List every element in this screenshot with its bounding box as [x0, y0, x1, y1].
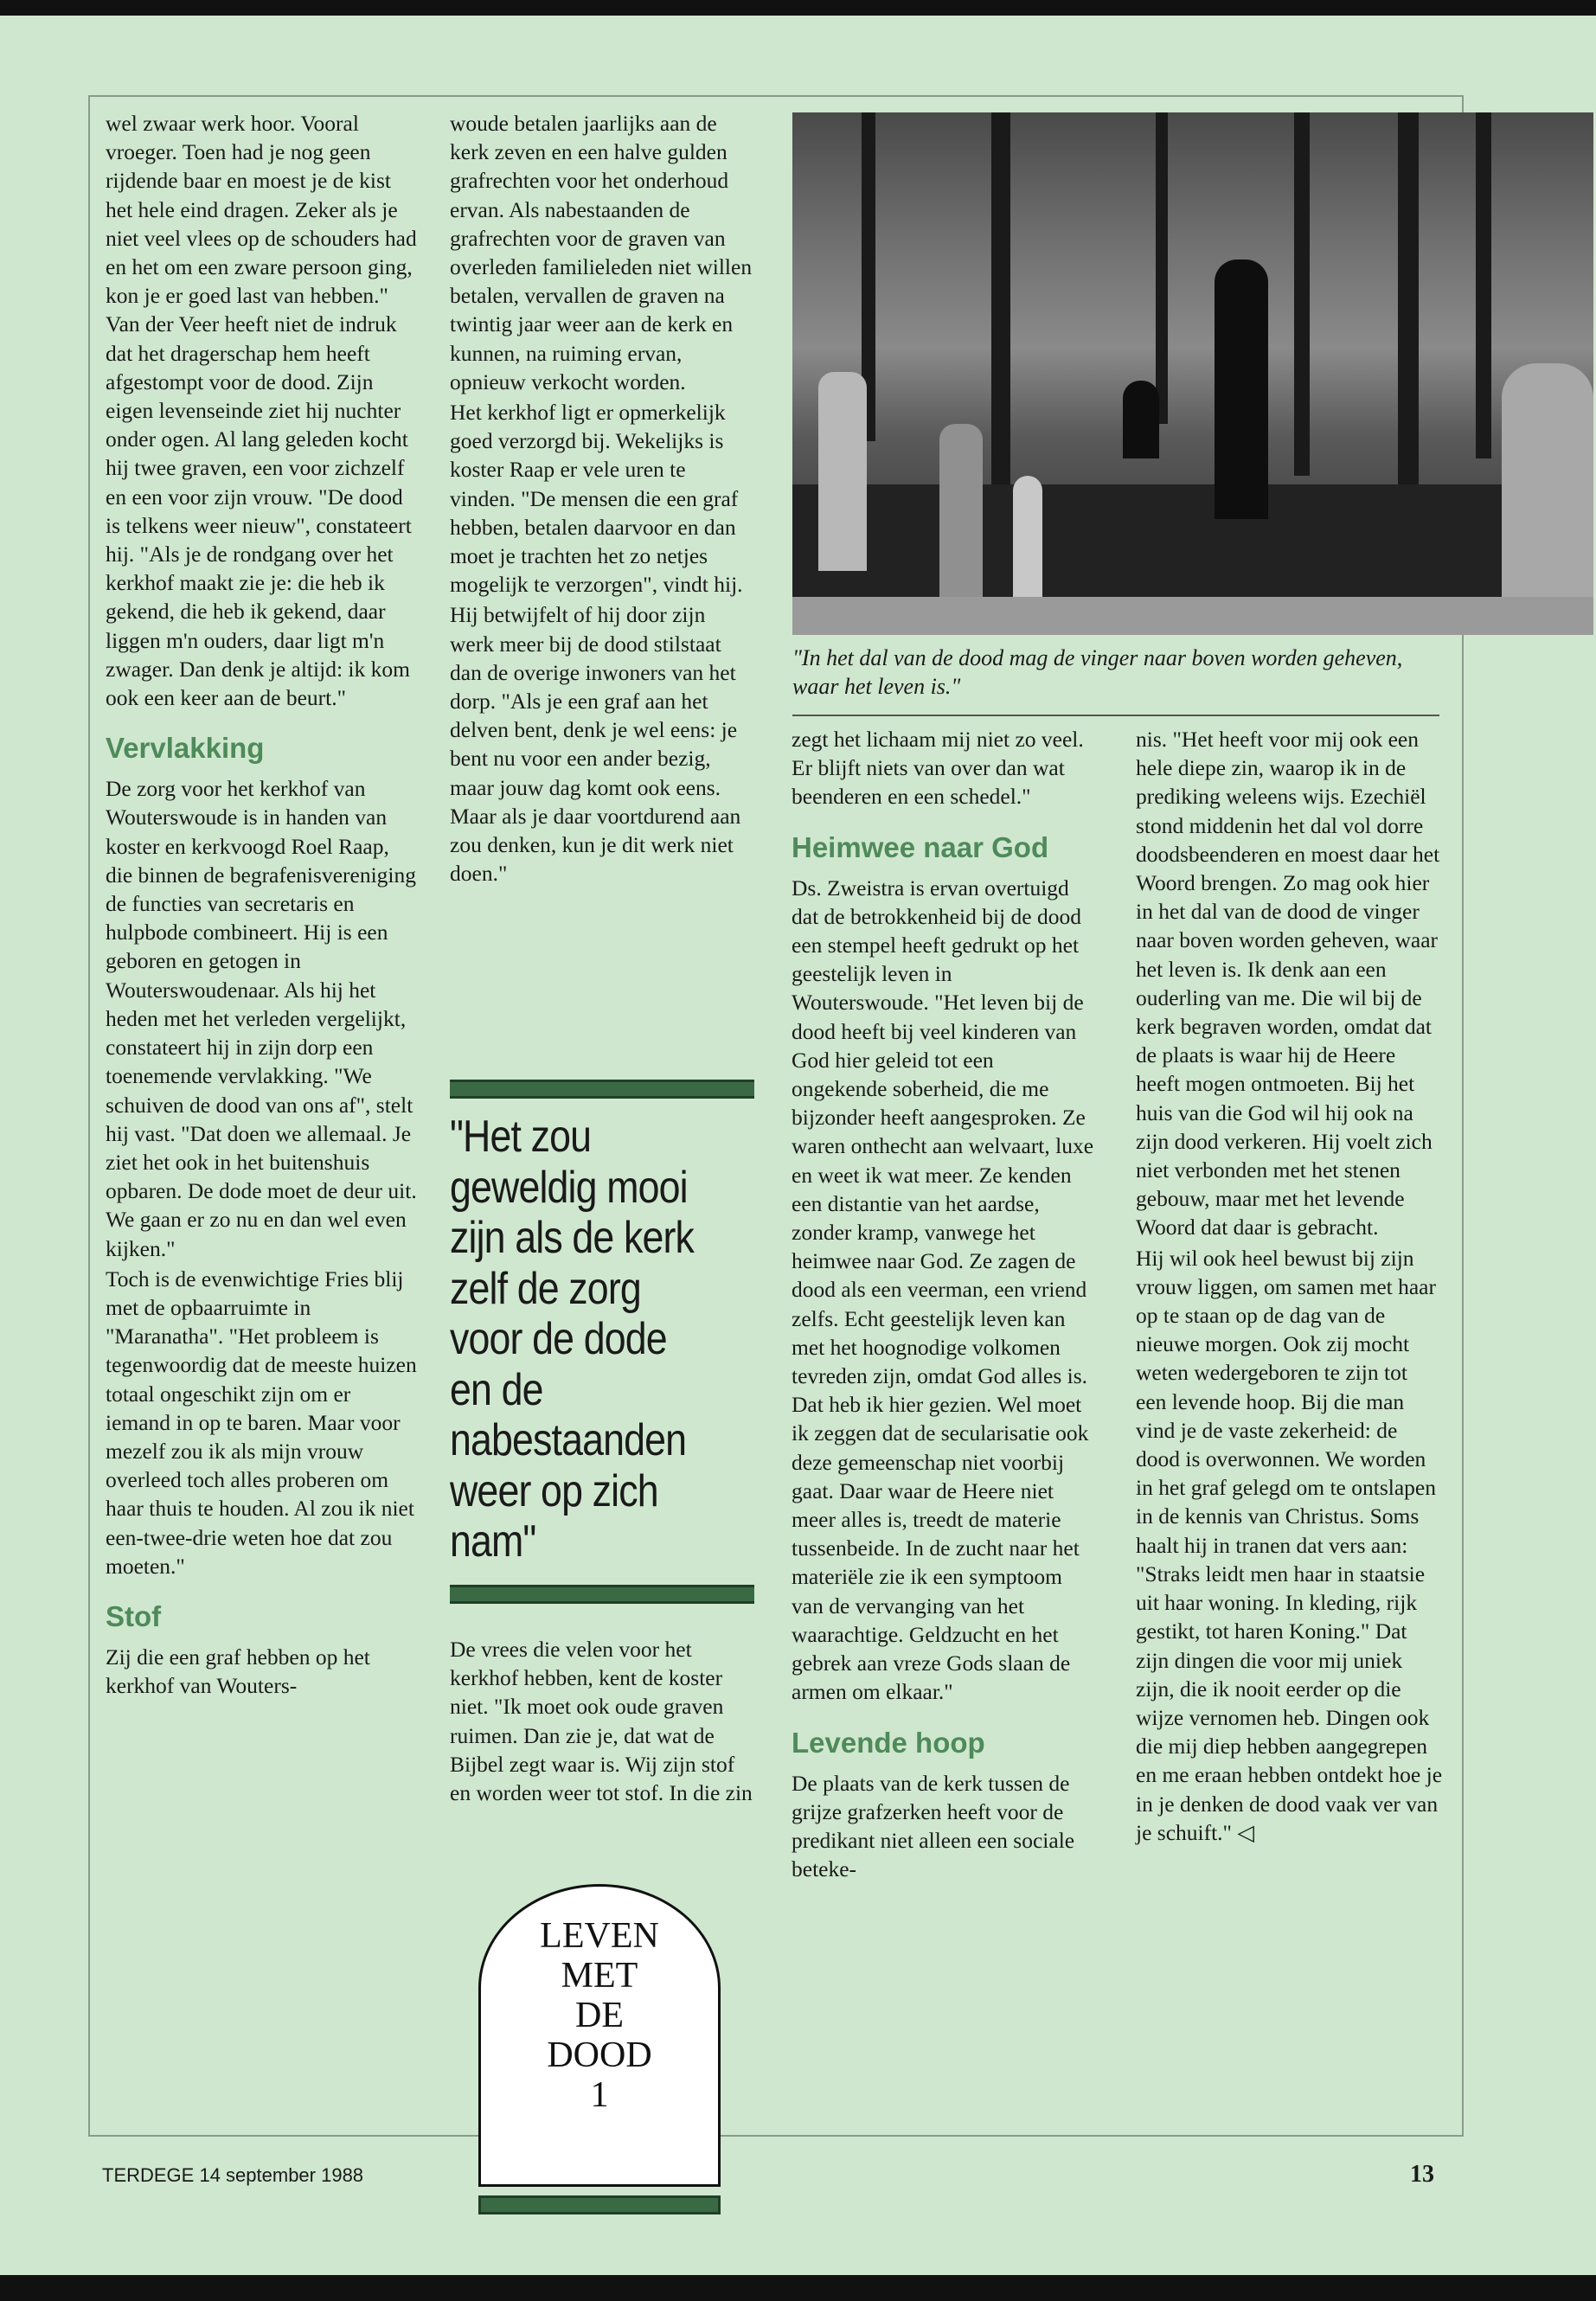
paragraph: Hij betwijfelt of hij door zijn werk meer bij de dood stilstaat dan de overige inwoners van het dorp. "Als je een graf aan het delven bent, denk je wel eens: je bent nu voor een ander bezig, maar jouw dag komt ook eens. Maar als je daar voortdurend aan zou denken, kun je dit werk niet doen.": [450, 602, 741, 887]
article-column-3: [792, 725, 1094, 1885]
paragraph: nis. "Het heeft voor mij ook een hele diepe zin, waarop ik in de prediking weleens wijs. Ezechiël stond middenin het dal vol dorre doodsbeenderen en moest daar het Woord brengen. Zo mag ook hier in het dal van de dood de vinger naar boven worden geheven, waar het leven is. Ik denk aan een ouderling van me. Die wil bij de kerk begraven worden, omdat dat de plaats is waar hij de Heere heeft mogen ontmoeten. Bij het huis van die God wil hij ook na zijn dood verkeren. Hij voelt zich niet verbonden met het stenen gebouw, maar met het levende Woord dat daar is gebracht.: [1136, 727, 1440, 1240]
paragraph: De vrees die velen voor het kerkhof hebben, kent de koster niet. "Ik moet ook oude graven ruimen. Dan zie je, dat wat de Bijbel zegt waar is. Wij zijn stof en worden weer tot stof. In die zin: [450, 1637, 753, 1806]
pull-quote: "Het zou geweldig mooi zijn als de kerk zelf de zorg voor de dode en de nabestaanden weer op zich nam": [450, 1112, 695, 1567]
tree-trunk: [1476, 112, 1491, 458]
gravestone: [818, 372, 867, 571]
man-figure: [1215, 260, 1268, 519]
badge-number: 1: [590, 2075, 609, 2115]
bottom-edge-bar: [0, 2275, 1596, 2301]
paragraph: zegt het lichaam mij niet zo veel. Er blijft niets van over dan wat beenderen en een schedel.": [792, 727, 1084, 810]
badge-line: DOOD: [547, 2035, 652, 2075]
paragraph: wel zwaar werk hoor. Vooral vroeger. Toen had je nog geen rijdende baar en moest je de kist het hele eind dragen. Zeker als je niet veel vlees op de schouders had en het om een zware persoon ging, kon je er goed last van hebben." Van der Veer heeft niet de indruk dat het dragerschap hem heeft afgestompt voor de dood. Zijn eigen levenseinde ziet hij nuchter onder ogen. Al lang geleden kocht hij twee graven, een voor zichzelf en een voor zijn vrouw. "De dood is telkens weer nieuw", constateert hij. "Als je de rondgang over het kerkhof maakt zie je: die heb ik gekend, die heb ik gekend, daar liggen m'n ouders, daar ligt m'n zwager. Dan denk je altijd: ik kom ook een keer aan de beurt.": [106, 111, 417, 711]
pull-quote-bottom-rule: [450, 1585, 754, 1604]
paragraph: Hij wil ook heel bewust bij zijn vrouw liggen, om samen met haar op te staan op de dag van de nieuwe morgen. Ook zij mocht weten wedergeboren te zijn tot een levende hoop. Bij die man vind je de vaste zekerheid: de dood is overwonnen. We worden in het graf gelegd om te ontslapen in de kennis van Christus. Soms haalt hij in tranen dat vers aan: "Straks leidt men haar in staatsie uit haar woning. In kleding, rijk gestikt, tot haren Koning." Dat zijn dingen die voor mij uniek zijn, die ik nooit eerder op die wijze vernomen heb. Dingen ook die mij diep hebben aangegrepen en me eraan hebben ontdekt hoe je in je denken de dood vaak ver van je schuift." ◁: [1136, 1245, 1443, 1845]
series-tombstone-badge: [478, 1884, 721, 2187]
pull-quote-top-rule: [450, 1080, 754, 1099]
paragraph: De zorg voor het kerkhof van Wouterswoude is in handen van koster en kerkvoogd Roel Raap, die binnen de begrafenisvereniging de functies van secretaris en hulpbode combineert. Hij is een geboren en getogen in Wouterswoudenaar. Als hij het heden met het verleden vergelijkt, constateert hij in zijn dorp een toenemende vervlakking. "We schuiven de dood van ons af", stelt hij vast. "Dat doen we allemaal. Je ziet het ook in het buitenshuis opbaren. De dode moet de deur uit. We gaan er zo nu en dan wel even kijken.": [106, 776, 417, 1261]
badge-line: LEVEN: [540, 1916, 659, 1956]
gravestone: [939, 424, 983, 597]
article-column-1: [106, 109, 417, 1702]
gravestone: [1502, 363, 1593, 635]
article-column-2-lower: [450, 1635, 754, 1809]
subheading-vervlakking: Vervlakking: [106, 732, 265, 765]
subheading-levende-hoop: Levende hoop: [792, 1726, 985, 1759]
tree-trunk: [1156, 112, 1168, 424]
paragraph: De plaats van de kerk tussen de grijze grafzerken heeft voor de predikant niet alleen een sociale beteke-: [792, 1770, 1075, 1882]
paragraph: Ds. Zweistra is ervan overtuigd dat de betrokkenheid bij de dood een stempel heeft gedrukt op het geestelijk leven in Wouterswoude. "Het leven bij de dood heeft bij veel kinderen van God hier geleid tot een ongekende soberheid, die me bijzonder heeft aangesproken. Ze waren onthecht aan welvaart, luxe en weet ik wat meer. Ze kenden een distantie van het aardse, zonder kramp, vanwege het heimwee naar God. Ze zagen de dood als een veerman, een vriend zelfs. Echt geestelijk leven kan met het hoognodige volkomen tevreden zijn, omdat God alles is. Dat heb ik hier gezien. Wel moet ik zeggen dat de secularisatie ook deze gemeenschap niet voorbij gaat. Daar waar de Heere niet meer alles is, treedt de materie tussenbeide. In de zucht naar het materiële zie ik een symptoom van de vervanging van het waarachtige. Geldzucht en het gebrek aan vreze Gods slaan de armen om elkaar.": [792, 875, 1094, 1705]
paragraph: Toch is de evenwichtige Fries blij met de opbaarruimte in "Maranatha". "Het probleem is tegenwoordig dat de meeste huizen totaal ongeschikt zijn om er iemand in op te baren. Maar voor mezelf zou ik als mijn vrouw overleed toch alles proberen om haar thuis te houden. Al zou ik niet een-twee-drie weten hoe dat zou moeten.": [106, 1266, 417, 1579]
tombstone-base: [478, 2195, 721, 2214]
page-number: 13: [1410, 2161, 1434, 2188]
top-edge-bar: [0, 0, 1596, 16]
cemetery-photo: [792, 112, 1593, 635]
paragraph: Het kerkhof ligt er opmerkelijk goed verzorgd bij. Wekelijks is koster Raap er vele uren te vinden. "De mensen die een graf hebben, betalen daarvoor en dan moet je trachten het zo netjes mogelijk te verzorgen", vindt hij.: [450, 400, 743, 598]
path: [792, 597, 1593, 635]
child-figure: [1123, 381, 1159, 458]
article-column-2: [450, 109, 754, 889]
paragraph: Zij die een graf hebben op het kerkhof van Wouters-: [106, 1644, 370, 1699]
badge-line: DE: [575, 1996, 624, 2035]
subheading-stof: Stof: [106, 1599, 162, 1632]
publication-footer: TERDEGE 14 september 1988: [102, 2164, 364, 2186]
photo-caption: "In het dal van de dood mag de vinger naar boven worden geheven, waar het leven is.": [792, 645, 1403, 699]
caption-rule: [792, 715, 1439, 716]
paragraph: woude betalen jaarlijks aan de kerk zeven en een halve gulden grafrechten voor het onderhoud ervan. Als nabestaanden de grafrechten voor de graven van overleden familieleden niet willen betalen, vervallen de graven na twintig jaar weer aan de kerk en kunnen, na ruiming ervan, opnieuw verkocht worden.: [450, 111, 753, 394]
article-column-4: [1136, 725, 1443, 1849]
badge-line: MET: [561, 1956, 638, 1996]
gravestone: [1013, 476, 1042, 614]
tree-trunk: [1294, 112, 1310, 476]
subheading-heimwee: Heimwee naar God: [792, 830, 1049, 863]
